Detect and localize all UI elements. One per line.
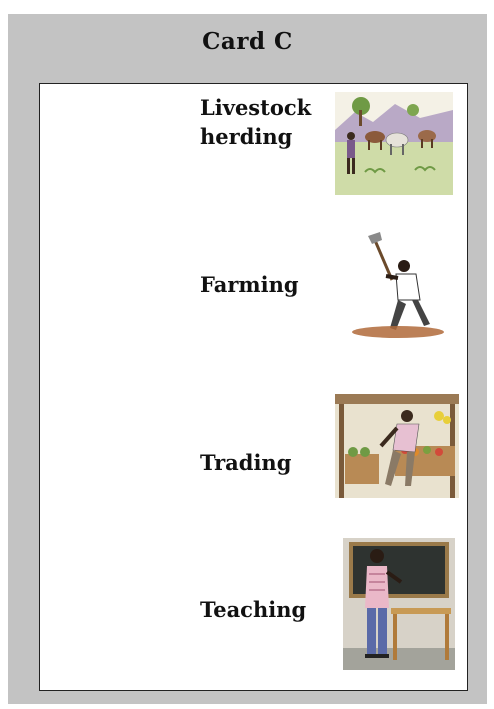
occupation-label-trading: Trading — [200, 450, 292, 475]
livestock-herding-illustration — [335, 92, 453, 195]
card-c — [8, 14, 487, 704]
occupation-label-teaching: Teaching — [200, 597, 307, 622]
trading-illustration — [335, 394, 459, 498]
occupations-panel — [39, 83, 468, 691]
occupation-label-farming: Farming — [200, 272, 299, 297]
teaching-illustration — [343, 538, 455, 670]
farming-illustration — [346, 228, 450, 340]
occupation-label-livestock-herding: Livestock herding — [200, 95, 312, 149]
card-title: Card C — [202, 28, 293, 55]
